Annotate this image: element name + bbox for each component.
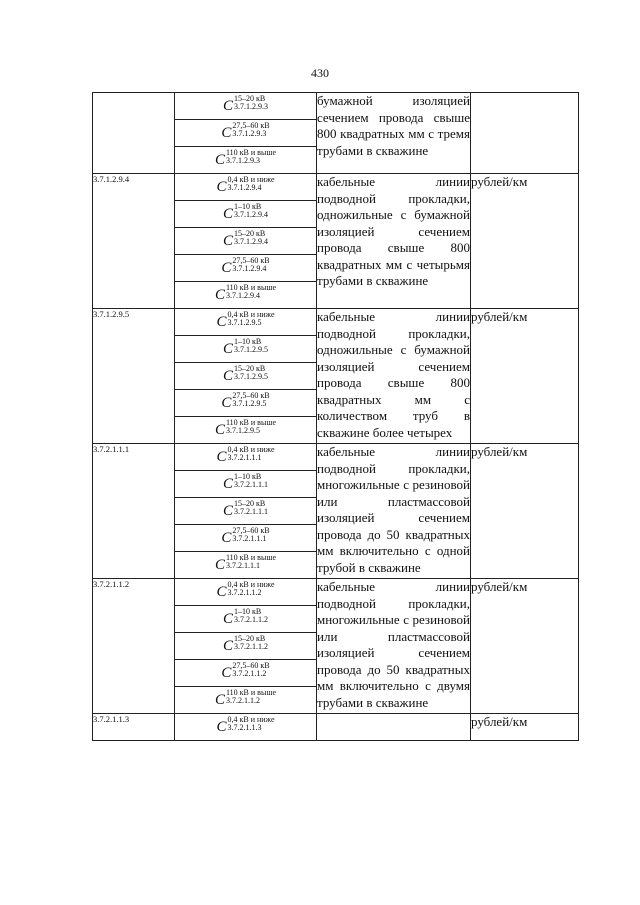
cost-symbol — [175, 122, 316, 144]
row-description — [317, 714, 471, 741]
cost-symbol — [175, 527, 316, 549]
row-code — [93, 93, 175, 174]
row-code: 3.7.2.1.1.1 — [93, 444, 175, 579]
cost-letter: C — [222, 98, 233, 114]
symbol-cell — [175, 309, 317, 444]
cost-symbol — [175, 230, 316, 252]
row-unit: рублей/км — [471, 714, 579, 741]
symbol-item — [175, 498, 316, 525]
symbol-item — [175, 309, 316, 336]
page-number: 430 — [311, 66, 329, 80]
cost-symbol — [175, 608, 316, 630]
table-row — [93, 93, 579, 174]
symbol-indices — [234, 203, 268, 219]
cost-symbol — [175, 284, 316, 306]
row-unit: рублей/км — [471, 174, 579, 309]
symbol-code: 3.7.1.2.9.3 — [234, 102, 268, 111]
row-description: кабельные линии подводной прокладки, одножильные с бумажной изоляцией сечением провода свыше 800 квадратных мм с четырьмя трубами в скважине — [317, 174, 471, 309]
voltage-class: 110 кВ и выше — [225, 688, 277, 697]
symbol-indices — [232, 392, 269, 408]
cost-letter: C — [216, 719, 227, 735]
symbol-item — [175, 93, 316, 120]
symbol-item — [175, 525, 316, 552]
symbol-code: 3.7.2.1.1.2 — [234, 642, 268, 651]
voltage-class: 0,4 кВ и ниже — [227, 310, 275, 319]
symbol-code: 3.7.1.2.9.5 — [232, 399, 267, 408]
symbol-code: 3.7.1.2.9.4 — [234, 237, 268, 246]
row-unit: рублей/км — [471, 444, 579, 579]
cost-letter: C — [222, 476, 233, 492]
cost-symbol — [175, 311, 316, 333]
cost-symbol — [175, 716, 316, 738]
voltage-class: 1–10 кВ — [234, 607, 262, 616]
cost-symbol — [175, 689, 316, 711]
row-unit: рублей/км — [471, 309, 579, 444]
cost-symbol — [175, 257, 316, 279]
voltage-class: 15–20 кВ — [234, 229, 266, 238]
table-row — [93, 714, 579, 741]
cost-symbol — [175, 554, 316, 576]
symbol-cell — [175, 174, 317, 309]
table-row — [93, 174, 579, 309]
symbol-indices — [226, 419, 276, 435]
symbol-indices — [226, 689, 276, 705]
symbol-item — [175, 552, 316, 578]
symbol-cell — [175, 579, 317, 714]
symbol-code: 3.7.1.2.9.5 — [225, 426, 260, 435]
symbol-indices — [234, 608, 268, 624]
symbol-item — [175, 174, 316, 201]
symbol-code: 3.7.2.1.1.2 — [234, 615, 268, 624]
cost-letter: C — [214, 152, 225, 168]
symbol-indices — [234, 95, 268, 111]
symbol-item — [175, 363, 316, 390]
symbol-indices — [234, 338, 268, 354]
cost-symbol — [175, 392, 316, 414]
symbol-code: 3.7.1.2.9.3 — [232, 129, 267, 138]
cost-letter: C — [222, 638, 233, 654]
symbol-code: 3.7.1.2.9.4 — [227, 183, 262, 192]
voltage-class: 110 кВ и выше — [225, 418, 277, 427]
table-row — [93, 444, 579, 579]
cost-symbol — [175, 149, 316, 171]
cost-symbol — [175, 500, 316, 522]
cost-letter: C — [214, 692, 225, 708]
symbol-item — [175, 471, 316, 498]
cost-letter: C — [222, 611, 233, 627]
symbol-item — [175, 714, 316, 740]
symbol-item — [175, 687, 316, 713]
voltage-class: 0,4 кВ и ниже — [227, 175, 275, 184]
symbol-code: 3.7.2.1.1.2 — [225, 696, 260, 705]
symbol-indices — [226, 149, 276, 165]
voltage-class: 1–10 кВ — [234, 472, 262, 481]
symbol-item — [175, 606, 316, 633]
symbol-indices — [227, 311, 274, 327]
cost-symbol — [175, 338, 316, 360]
symbol-indices — [232, 527, 269, 543]
row-code: 3.7.1.2.9.4 — [93, 174, 175, 309]
cost-symbol — [175, 581, 316, 603]
symbol-item — [175, 336, 316, 363]
symbol-code: 3.7.2.1.1.1 — [225, 561, 260, 570]
cost-letter: C — [222, 341, 233, 357]
symbol-item — [175, 417, 316, 443]
row-code: 3.7.1.2.9.5 — [93, 309, 175, 444]
voltage-class: 15–20 кВ — [234, 634, 266, 643]
cost-letter: C — [214, 287, 225, 303]
symbol-cell — [175, 444, 317, 579]
symbol-indices — [232, 662, 269, 678]
cost-symbol — [175, 446, 316, 468]
symbol-indices — [234, 473, 268, 489]
symbol-indices — [232, 122, 269, 138]
voltage-class: 0,4 кВ и ниже — [227, 445, 275, 454]
voltage-class: 110 кВ и выше — [225, 148, 277, 157]
symbol-cell — [175, 714, 317, 741]
symbol-item — [175, 444, 316, 471]
voltage-class: 110 кВ и выше — [225, 553, 277, 562]
symbol-indices — [232, 257, 269, 273]
symbol-code: 3.7.2.1.1.3 — [227, 723, 262, 732]
symbol-indices — [234, 500, 268, 516]
row-description: кабельные линии подводной прокладки, многожильные с резиновой или пластмассовой изоляцией сечением провода до 50 квадратных мм включительно с двумя трубами в скважине — [317, 579, 471, 714]
symbol-indices — [227, 446, 274, 462]
cost-letter: C — [222, 503, 233, 519]
table-row — [93, 579, 579, 714]
tariff-table — [92, 92, 579, 741]
symbol-indices — [234, 635, 268, 651]
symbol-code: 3.7.2.1.1.2 — [232, 669, 267, 678]
symbol-code: 3.7.1.2.9.4 — [234, 210, 268, 219]
voltage-class: 27,5–60 кВ — [232, 526, 270, 535]
cost-letter: C — [221, 395, 232, 411]
voltage-class: 27,5–60 кВ — [232, 661, 270, 670]
voltage-class: 15–20 кВ — [234, 94, 266, 103]
cost-symbol — [175, 176, 316, 198]
symbol-cell — [175, 93, 317, 174]
cost-letter: C — [221, 530, 232, 546]
cost-symbol — [175, 95, 316, 117]
voltage-class: 15–20 кВ — [234, 364, 266, 373]
cost-letter: C — [216, 314, 227, 330]
symbol-indices — [226, 554, 276, 570]
cost-letter: C — [214, 422, 225, 438]
cost-symbol — [175, 365, 316, 387]
symbol-code: 3.7.1.2.9.5 — [227, 318, 262, 327]
symbol-indices — [226, 284, 276, 300]
cost-letter: C — [221, 665, 232, 681]
voltage-class: 1–10 кВ — [234, 202, 262, 211]
symbol-item — [175, 255, 316, 282]
symbol-code: 3.7.2.1.1.2 — [227, 588, 262, 597]
symbol-indices — [234, 230, 268, 246]
voltage-class: 110 кВ и выше — [225, 283, 277, 292]
cost-symbol — [175, 473, 316, 495]
symbol-indices — [234, 365, 268, 381]
cost-symbol — [175, 203, 316, 225]
row-code: 3.7.2.1.1.2 — [93, 579, 175, 714]
voltage-class: 27,5–60 кВ — [232, 256, 270, 265]
row-description: кабельные линии подводной прокладки, многожильные с резиновой или пластмассовой изоляцией сечением провода до 50 квадратных мм включительно с одной трубой в скважине — [317, 444, 471, 579]
symbol-code: 3.7.1.2.9.5 — [234, 345, 268, 354]
cost-letter: C — [216, 449, 227, 465]
cost-letter: C — [216, 584, 227, 600]
row-code: 3.7.2.1.1.3 — [93, 714, 175, 741]
symbol-code: 3.7.2.1.1.1 — [234, 480, 268, 489]
cost-letter: C — [221, 260, 232, 276]
row-unit: рублей/км — [471, 579, 579, 714]
cost-symbol — [175, 419, 316, 441]
symbol-item — [175, 390, 316, 417]
symbol-indices — [227, 176, 274, 192]
symbol-item — [175, 282, 316, 308]
voltage-class: 0,4 кВ и ниже — [227, 715, 275, 724]
symbol-item — [175, 120, 316, 147]
symbol-code: 3.7.1.2.9.3 — [225, 156, 260, 165]
cost-symbol — [175, 635, 316, 657]
cost-letter: C — [222, 368, 233, 384]
symbol-code: 3.7.1.2.9.4 — [225, 291, 260, 300]
symbol-indices — [227, 581, 274, 597]
symbol-code: 3.7.1.2.9.5 — [234, 372, 268, 381]
cost-letter: C — [214, 557, 225, 573]
symbol-code: 3.7.2.1.1.1 — [234, 507, 268, 516]
symbol-indices — [227, 716, 274, 732]
cost-letter: C — [216, 179, 227, 195]
voltage-class: 27,5–60 кВ — [232, 121, 270, 130]
symbol-item — [175, 147, 316, 173]
row-unit — [471, 93, 579, 174]
cost-letter: C — [222, 206, 233, 222]
cost-letter: C — [222, 233, 233, 249]
cost-letter: C — [221, 125, 232, 141]
row-description: бумажной изоляцией сечением провода свыше 800 квадратных мм с тремя трубами в скважине — [317, 93, 471, 174]
row-description: кабельные линии подводной прокладки, одножильные с бумажной изоляцией сечением провода свыше 800 квадратных мм с количеством труб в скважине более четырех — [317, 309, 471, 444]
voltage-class: 15–20 кВ — [234, 499, 266, 508]
voltage-class: 0,4 кВ и ниже — [227, 580, 275, 589]
symbol-item — [175, 633, 316, 660]
symbol-code: 3.7.2.1.1.1 — [227, 453, 262, 462]
symbol-item — [175, 579, 316, 606]
voltage-class: 1–10 кВ — [234, 337, 262, 346]
symbol-item — [175, 660, 316, 687]
voltage-class: 27,5–60 кВ — [232, 391, 270, 400]
symbol-item — [175, 201, 316, 228]
symbol-code: 3.7.1.2.9.4 — [232, 264, 267, 273]
table-row — [93, 309, 579, 444]
symbol-item — [175, 228, 316, 255]
cost-symbol — [175, 662, 316, 684]
symbol-code: 3.7.2.1.1.1 — [232, 534, 267, 543]
